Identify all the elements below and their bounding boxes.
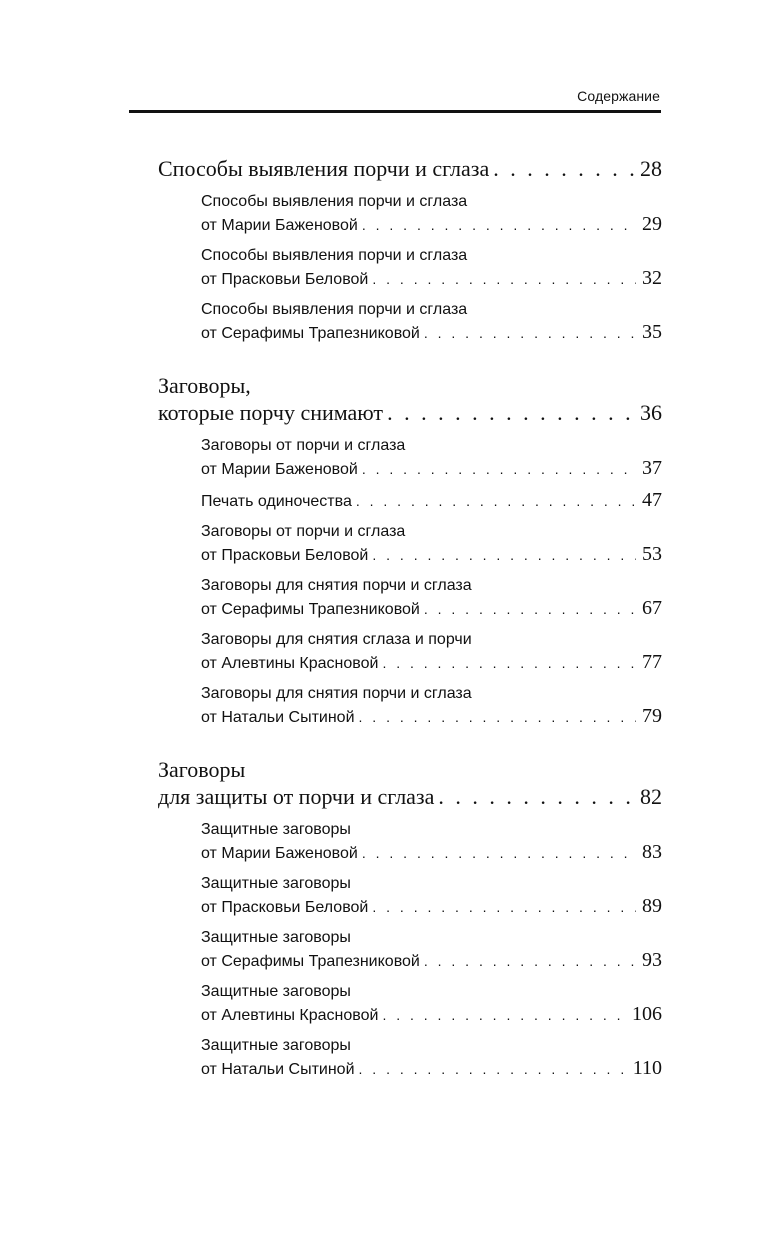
toc-section [158, 757, 662, 1081]
subsection-list [201, 819, 662, 1081]
page-number: 67 [642, 597, 662, 619]
entry-title: от Прасковьи Беловой [201, 547, 369, 564]
page-number: 28 [640, 156, 662, 181]
header-rule [129, 110, 661, 113]
page-number: 110 [632, 1057, 662, 1079]
section-heading-row[interactable] [158, 399, 662, 427]
dot-leader [387, 399, 634, 427]
dot-leader [424, 322, 636, 344]
toc-entry[interactable] [201, 191, 662, 237]
entry-title-line: Способы выявления порчи и сглаза [201, 301, 468, 318]
dot-leader [382, 652, 636, 674]
entry-title: от Марии Баженовой [201, 217, 358, 234]
page-number: 47 [642, 489, 662, 511]
section-title: которые порчу снимают [158, 400, 384, 425]
page-number: 77 [642, 651, 662, 673]
page-number: 37 [642, 457, 662, 479]
section-title: для защиты от порчи и сглаза [158, 784, 435, 809]
page-number: 79 [642, 705, 662, 727]
dot-leader [424, 950, 636, 972]
dot-leader [359, 1058, 627, 1080]
dot-leader [372, 896, 636, 918]
entry-title: от Серафимы Трапезниковой [201, 953, 420, 970]
section-heading-row[interactable] [158, 155, 662, 183]
entry-title-line: Способы выявления порчи и сглаза [201, 247, 468, 264]
page-number: 93 [642, 949, 662, 971]
page-number: 53 [642, 543, 662, 565]
entry-title: от Марии Баженовой [201, 461, 358, 478]
toc-entry[interactable] [201, 435, 662, 481]
entry-title-line: Заговоры для снятия сглаза и порчи [201, 631, 472, 648]
entry-title: от Натальи Сытиной [201, 1061, 355, 1078]
subsection-list [201, 435, 662, 729]
entry-title: от Алевтины Красновой [201, 1007, 379, 1024]
entry-title: от Натальи Сытиной [201, 709, 355, 726]
page-number: 29 [642, 213, 662, 235]
entry-title: от Серафимы Трапезниковой [201, 325, 420, 342]
entry-title: от Прасковьи Беловой [201, 899, 369, 916]
entry-title: от Марии Баженовой [201, 845, 358, 862]
toc-section [158, 373, 662, 729]
page-number: 83 [642, 841, 662, 863]
toc-entry[interactable] [201, 521, 662, 567]
dot-leader [362, 458, 636, 480]
page-number: 35 [642, 321, 662, 343]
toc-entry[interactable] [201, 489, 662, 513]
dot-leader [424, 598, 636, 620]
entry-title: от Алевтины Красновой [201, 655, 379, 672]
toc-entry[interactable] [201, 245, 662, 291]
dot-leader [359, 706, 636, 728]
page-number: 89 [642, 895, 662, 917]
dot-leader [382, 1004, 626, 1026]
page-number: 106 [632, 1003, 662, 1025]
dot-leader [372, 544, 636, 566]
section-title-line: Заговоры, [158, 373, 251, 398]
toc-entry[interactable] [201, 981, 662, 1027]
dot-leader [362, 842, 636, 864]
entry-title-line: Защитные заговоры [201, 821, 351, 838]
section-heading-row[interactable] [158, 783, 662, 811]
dot-leader [372, 268, 636, 290]
page-number: 32 [642, 267, 662, 289]
dot-leader [438, 783, 634, 811]
running-head: Содержание [577, 88, 660, 104]
toc-entry[interactable] [201, 629, 662, 675]
subsection-list [201, 191, 662, 345]
toc-entry[interactable] [201, 575, 662, 621]
entry-title-line: Заговоры для снятия порчи и сглаза [201, 577, 472, 594]
dot-leader [493, 155, 634, 183]
dot-leader [362, 214, 636, 236]
section-title-line: Заговоры [158, 757, 246, 782]
entry-title: от Серафимы Трапезниковой [201, 601, 420, 618]
toc-entry[interactable] [201, 927, 662, 973]
entry-title: от Прасковьи Беловой [201, 271, 369, 288]
page-number: 82 [640, 784, 662, 809]
entry-title-line: Заговоры от порчи и сглаза [201, 437, 406, 454]
toc-entry[interactable] [201, 683, 662, 729]
toc-entry[interactable] [201, 1035, 662, 1081]
toc-entry[interactable] [201, 873, 662, 919]
section-title: Способы выявления порчи и сглаза [158, 156, 490, 181]
entry-title-line: Способы выявления порчи и сглаза [201, 193, 468, 210]
entry-title-line: Защитные заговоры [201, 875, 351, 892]
entry-title-line: Защитные заговоры [201, 1037, 351, 1054]
toc-entry[interactable] [201, 299, 662, 345]
page-number: 36 [640, 400, 662, 425]
entry-title-line: Защитные заговоры [201, 983, 351, 1000]
toc-entry[interactable] [201, 819, 662, 865]
entry-title: Печать одиночества [201, 493, 352, 510]
toc-section [158, 155, 662, 345]
entry-title-line: Заговоры от порчи и сглаза [201, 523, 406, 540]
dot-leader [356, 490, 636, 512]
entry-title-line: Защитные заговоры [201, 929, 351, 946]
entry-title-line: Заговоры для снятия порчи и сглаза [201, 685, 472, 702]
table-of-contents [158, 155, 662, 1109]
